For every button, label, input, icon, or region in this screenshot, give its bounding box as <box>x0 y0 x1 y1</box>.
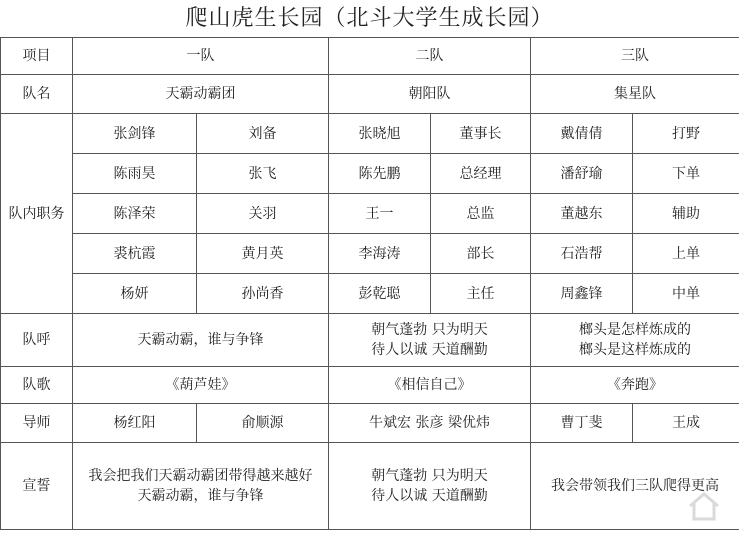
duty-cell: 上单 <box>633 234 739 274</box>
team3-oath <box>531 443 739 530</box>
duty-cell: 周鑫锋 <box>531 274 633 314</box>
duty-label: 队内职务 <box>1 114 73 314</box>
duty-cell: 辅助 <box>633 194 739 234</box>
duty-cell: 石浩帮 <box>531 234 633 274</box>
team1-oath-line1: 我会把我们天霸动霸团带得越来越好 <box>88 468 313 484</box>
duty-row <box>1 114 739 154</box>
duty-cell: 张晓旭 <box>329 114 431 154</box>
duty-cell: 裘杭霞 <box>73 234 197 274</box>
duty-cell: 下单 <box>633 154 739 194</box>
duty-cell: 陈先鹏 <box>329 154 431 194</box>
duty-cell: 杨妍 <box>73 274 197 314</box>
duty-cell: 黄月英 <box>197 234 329 274</box>
duty-row <box>1 194 739 234</box>
duty-cell: 关羽 <box>197 194 329 234</box>
team2-oath-line2: 待人以诚 天道酬勤 <box>371 488 488 504</box>
header-row <box>1 38 739 75</box>
duty-cell: 李海涛 <box>329 234 431 274</box>
header-team3: 三队 <box>531 38 739 75</box>
team1-call: 天霸动霸，谁与争锋 <box>73 314 329 367</box>
team3-name: 集星队 <box>531 75 739 114</box>
team-call-row <box>1 314 739 367</box>
header-team2: 二队 <box>329 38 531 75</box>
team1-mentor-b: 俞顺源 <box>197 404 329 443</box>
team1-name: 天霸动霸团 <box>73 75 329 114</box>
duty-cell: 主任 <box>431 274 531 314</box>
duty-row <box>1 154 739 194</box>
duty-cell: 董越东 <box>531 194 633 234</box>
duty-cell: 张飞 <box>197 154 329 194</box>
duty-cell: 张剑锋 <box>73 114 197 154</box>
duty-cell: 孙尚香 <box>197 274 329 314</box>
duty-cell: 陈雨昊 <box>73 154 197 194</box>
duty-cell: 彭乾聪 <box>329 274 431 314</box>
team-table <box>0 37 739 530</box>
team1-mentor-a: 杨红阳 <box>73 404 197 443</box>
team2-call-line1: 朝气蓬勃 只为明天 <box>371 322 488 338</box>
mentor-row <box>1 404 739 443</box>
duty-cell: 戴倩倩 <box>531 114 633 154</box>
oath-label: 宣誓 <box>1 443 73 530</box>
mentor-label: 导师 <box>1 404 73 443</box>
team-name-label: 队名 <box>1 75 73 114</box>
duty-cell: 总经理 <box>431 154 531 194</box>
duty-cell: 刘备 <box>197 114 329 154</box>
header-team1: 一队 <box>73 38 329 75</box>
team-name-row <box>1 75 739 114</box>
duty-cell: 陈泽荣 <box>73 194 197 234</box>
team3-oath-line1: 我会带领我们三队爬得更高 <box>551 478 719 494</box>
team-call-label: 队呼 <box>1 314 73 367</box>
team2-oath-line1: 朝气蓬勃 只为明天 <box>371 468 488 484</box>
duty-cell: 打野 <box>633 114 739 154</box>
team3-call <box>531 314 739 367</box>
team2-song: 《相信自己》 <box>329 367 531 404</box>
duty-cell: 王一 <box>329 194 431 234</box>
oath-row <box>1 443 739 530</box>
team-song-label: 队歌 <box>1 367 73 404</box>
duty-cell: 董事长 <box>431 114 531 154</box>
header-item: 项目 <box>1 38 73 75</box>
team1-oath-line2: 天霸动霸，谁与争锋 <box>137 488 264 504</box>
team3-mentor-b: 王成 <box>633 404 739 443</box>
team3-song: 《奔跑》 <box>531 367 739 404</box>
team-song-row <box>1 367 739 404</box>
duty-cell: 潘舒瑜 <box>531 154 633 194</box>
team3-mentor-a: 曹丁斐 <box>531 404 633 443</box>
duty-row <box>1 274 739 314</box>
team2-name: 朝阳队 <box>329 75 531 114</box>
duty-cell: 部长 <box>431 234 531 274</box>
team2-call-line2: 待人以诚 天道酬勤 <box>371 342 488 358</box>
duty-row <box>1 234 739 274</box>
team3-call-line2: 榔头是这样炼成的 <box>579 342 691 358</box>
duty-cell: 中单 <box>633 274 739 314</box>
team2-mentors: 牛斌宏 张彦 梁优炜 <box>329 404 531 443</box>
team1-oath <box>73 443 329 530</box>
page-title: 爬山虎生长园（北斗大学生成长园） <box>185 6 554 31</box>
team2-oath <box>329 443 531 530</box>
team2-call <box>329 314 531 367</box>
duty-cell: 总监 <box>431 194 531 234</box>
team3-call-line1: 榔头是怎样炼成的 <box>579 322 691 338</box>
team1-song: 《葫芦娃》 <box>73 367 329 404</box>
